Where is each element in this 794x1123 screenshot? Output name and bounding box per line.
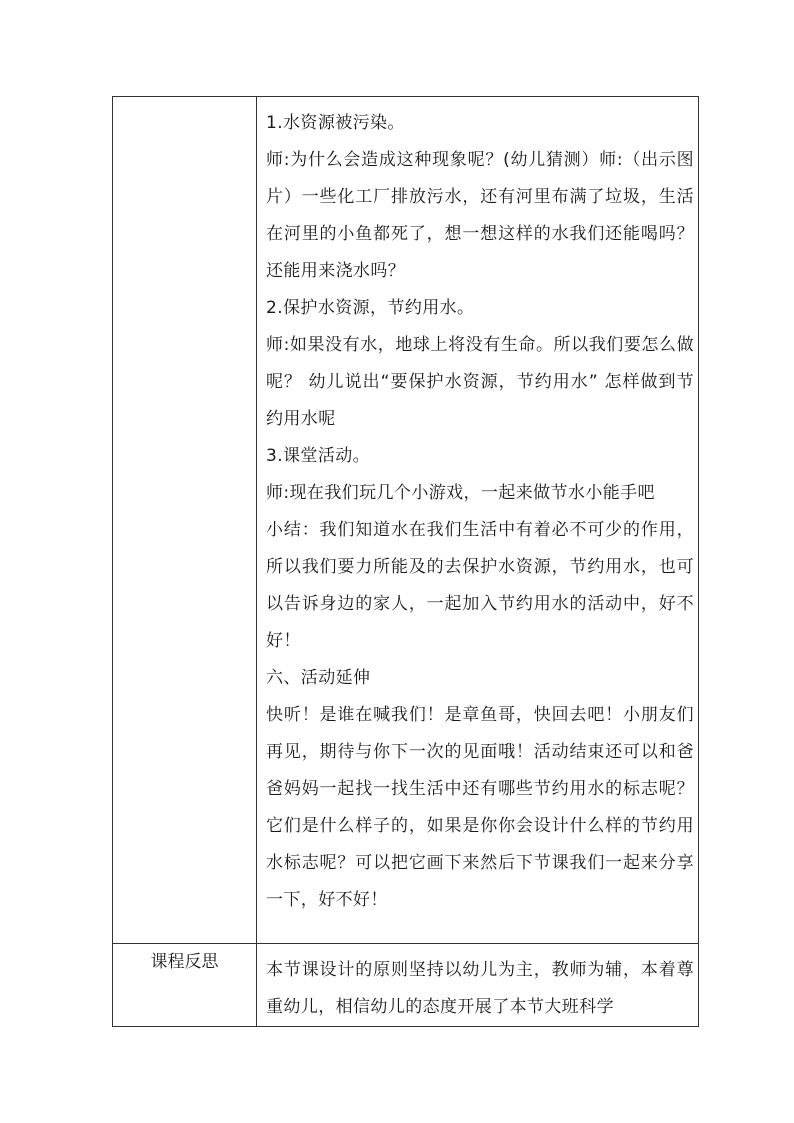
lesson-table <box>112 96 699 1027</box>
table-row-procedure <box>113 97 699 944</box>
extension-paragraph: 快听！是谁在喊我们！是章鱼哥，快回去吧！小朋友们再见，期待与你下一次的见面哦！活动结束还可以和爸爸妈妈一起找一找生活中还有哪些节约用水的标志呢？它们是什么样子的，如果是你你会设计什么样的节约用水标志呢？可以把它画下来然后下节课我们一起来分享一下，好不好！ <box>266 705 694 910</box>
section-heading: 3.课堂活动。 <box>266 446 371 466</box>
teacher-paragraph: 师:如果没有水，地球上将没有生命。所以我们要怎么做呢？ 幼儿说出“要保护水资源，节约用水” 怎样做到节约用水呢 <box>266 335 694 429</box>
table-row-reflection <box>113 944 699 1027</box>
reflection-content-cell <box>257 944 699 1027</box>
reflection-label: 课程反思 <box>150 952 219 972</box>
procedure-content-cell <box>257 97 699 944</box>
teacher-paragraph: 师:为什么会造成这种现象呢？(幼儿猜测）师:（出示图片）一些化工厂排放污水，还有河里布满了垃圾，生活在河里的小鱼都死了，想一想这样的水我们还能喝吗？还能用来浇水吗？ <box>266 150 694 281</box>
summary-paragraph: 小结：我们知道水在我们生活中有着必不可少的作用，所以我们要力所能及的去保护水资源，节约用水，也可以告诉身边的家人，一起加入节约用水的活动中，好不好！ <box>266 520 694 651</box>
teacher-paragraph: 师:现在我们玩几个小游戏，一起来做节水小能手吧 <box>266 483 655 503</box>
reflection-label-cell <box>113 944 257 1027</box>
section-heading: 六、活动延伸 <box>266 668 371 688</box>
section-heading: 2.保护水资源，节约用水。 <box>266 298 475 318</box>
section-heading: 1.水资源被污染。 <box>266 113 405 133</box>
reflection-paragraph: 本节课设计的原则坚持以幼儿为主，教师为辅，本着尊重幼儿，相信幼儿的态度开展了本节大班科学 <box>266 960 694 1017</box>
procedure-label-cell <box>113 97 257 944</box>
